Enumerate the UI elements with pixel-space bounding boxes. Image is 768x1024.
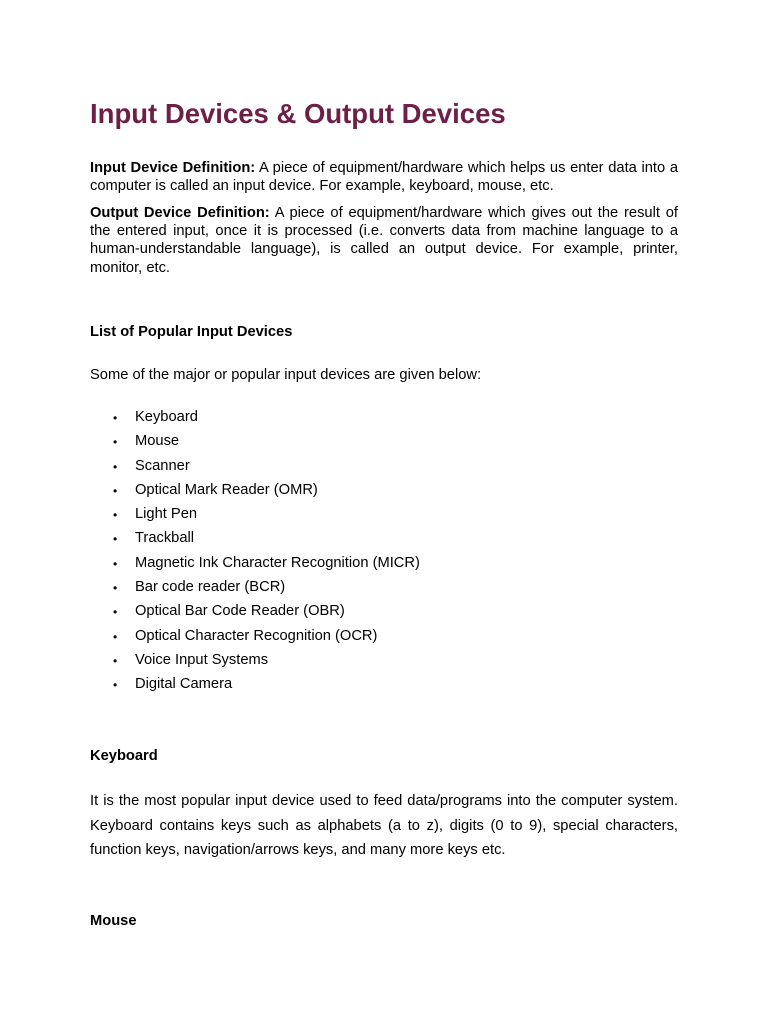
list-item bbox=[90, 456, 420, 480]
list-item bbox=[90, 674, 420, 698]
keyboard-paragraph: It is the most popular input device used to feed data/programs into the computer system. Keyboard contains keys such as alphabets (a to z), digits (0 to 9), special characters, function keys, navigation/arrows keys, and many more keys etc. bbox=[90, 793, 678, 858]
list-item bbox=[90, 650, 420, 674]
input-definition-label: Input Device Definition: bbox=[90, 160, 256, 176]
mouse-heading: Mouse bbox=[90, 913, 137, 929]
input-device-definition bbox=[90, 159, 678, 195]
list-item-label: Optical Bar Code Reader (OBR) bbox=[135, 603, 345, 620]
list-item bbox=[90, 480, 420, 504]
bullet-icon: • bbox=[113, 629, 118, 644]
list-item bbox=[90, 626, 420, 650]
bullet-icon: • bbox=[113, 411, 118, 425]
list-item-label: Digital Camera bbox=[135, 676, 233, 693]
bullet-icon: • bbox=[113, 532, 118, 547]
list-item-label: Mouse bbox=[135, 433, 180, 450]
list-item bbox=[90, 407, 420, 431]
bullet-icon: • bbox=[113, 556, 118, 571]
list-item-label: Keyboard bbox=[135, 409, 198, 425]
list-item bbox=[90, 601, 420, 625]
list-item-label: Light Pen bbox=[135, 506, 198, 523]
input-list-heading: List of Popular Input Devices bbox=[90, 324, 293, 340]
page-title: Input Devices & Output Devices bbox=[90, 98, 506, 129]
bullet-icon: • bbox=[113, 605, 118, 620]
list-item-label: Optical Character Recognition (OCR) bbox=[135, 627, 378, 644]
keyboard-heading: Keyboard bbox=[90, 748, 158, 764]
bullet-icon: • bbox=[113, 678, 118, 693]
input-list-intro: Some of the major or popular input devices are given below: bbox=[90, 367, 482, 383]
list-item bbox=[90, 553, 420, 577]
list-item-label: Scanner bbox=[135, 457, 190, 474]
list-item bbox=[90, 431, 420, 455]
bullet-icon: • bbox=[113, 508, 118, 523]
list-item bbox=[90, 577, 420, 601]
list-item bbox=[90, 504, 420, 528]
list-item-label: Bar code reader (BCR) bbox=[135, 579, 286, 596]
bullet-icon: • bbox=[113, 653, 118, 668]
bullet-icon: • bbox=[113, 459, 118, 474]
list-item bbox=[90, 528, 420, 552]
bullet-icon: • bbox=[113, 435, 118, 450]
list-item-label: Trackball bbox=[135, 530, 195, 547]
bullet-icon: • bbox=[113, 581, 118, 596]
list-item-label: Magnetic Ink Character Recognition (MICR) bbox=[135, 554, 420, 571]
input-devices-list bbox=[90, 407, 420, 699]
input-definition-text: A piece of equipment/hardware which helps us enter data into a computer is called an input device. For example, keyboard, mouse, etc. bbox=[90, 160, 678, 195]
bullet-icon: • bbox=[113, 483, 118, 498]
output-definition-label: Output Device Definition: bbox=[90, 205, 270, 221]
output-definition-text: A piece of equipment/hardware which gives out the result of the entered input, once it is processed (i.e. converts data from machine language to a human-understandable language), is called an output device. For example, printer, monitor, etc. bbox=[90, 205, 678, 276]
output-device-definition bbox=[90, 204, 678, 277]
list-item-label: Voice Input Systems bbox=[135, 651, 269, 668]
list-item-label: Optical Mark Reader (OMR) bbox=[135, 481, 318, 498]
